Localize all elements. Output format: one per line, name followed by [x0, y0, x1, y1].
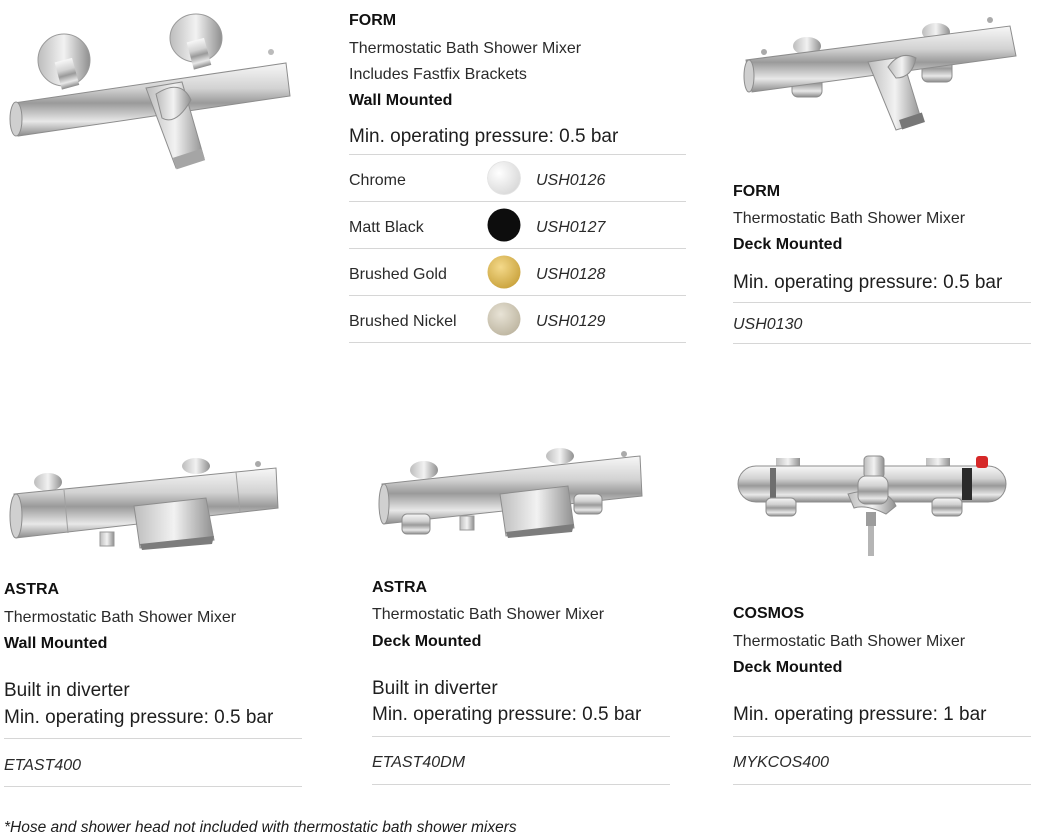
product-image-astra-deck [378, 448, 648, 543]
matt-black-swatch [487, 208, 521, 242]
footnote: *Hose and shower head not included with thermostatic bath shower mixers [4, 819, 517, 836]
operating-pressure: Min. operating pressure: 1 bar [733, 704, 987, 725]
product-brand: ASTRA [4, 581, 60, 598]
divider [733, 302, 1031, 303]
product-image-astra-wall [8, 458, 283, 553]
divider [4, 738, 302, 739]
brushed-nickel-swatch [487, 302, 521, 336]
chrome-swatch [487, 161, 521, 195]
operating-pressure: Min. operating pressure: 0.5 bar [349, 126, 619, 147]
operating-pressure: Min. operating pressure: 0.5 bar [4, 707, 274, 728]
product-description: Thermostatic Bath Shower Mixer [349, 40, 582, 57]
product-code: USH0130 [733, 316, 803, 333]
finish-name: Chrome [349, 172, 406, 189]
divider [349, 154, 686, 155]
divider [733, 343, 1031, 344]
product-image-form-wall [6, 8, 296, 173]
mount-type: Wall Mounted [349, 92, 453, 109]
product-brand: COSMOS [733, 605, 805, 622]
finish-name: Brushed Nickel [349, 313, 457, 330]
product-description: Includes Fastfix Brackets [349, 66, 527, 83]
feature-diverter: Built in diverter [4, 680, 130, 701]
operating-pressure: Min. operating pressure: 0.5 bar [372, 704, 642, 725]
product-description: Thermostatic Bath Shower Mixer [4, 609, 237, 626]
product-code: MYKCOS400 [733, 754, 830, 771]
feature-diverter: Built in diverter [372, 678, 498, 699]
mount-type: Deck Mounted [372, 633, 482, 650]
product-code: ETAST40DM [372, 754, 466, 771]
product-code: USH0129 [536, 313, 606, 330]
brushed-gold-swatch [487, 255, 521, 289]
finish-name: Brushed Gold [349, 266, 447, 283]
mount-type: Wall Mounted [4, 635, 108, 652]
product-code: ETAST400 [4, 757, 82, 774]
divider [733, 784, 1031, 785]
product-description: Thermostatic Bath Shower Mixer [372, 606, 605, 623]
product-brand: FORM [733, 183, 781, 200]
finish-name: Matt Black [349, 219, 424, 236]
divider [349, 248, 686, 249]
product-description: Thermostatic Bath Shower Mixer [733, 633, 966, 650]
product-image-cosmos-deck [736, 454, 1011, 559]
product-brand: FORM [349, 12, 397, 29]
divider [733, 736, 1031, 737]
divider [372, 784, 670, 785]
divider [4, 786, 302, 787]
product-code: USH0127 [536, 219, 606, 236]
product-description: Thermostatic Bath Shower Mixer [733, 210, 966, 227]
product-code: USH0126 [536, 172, 606, 189]
mount-type: Deck Mounted [733, 659, 843, 676]
divider [349, 201, 686, 202]
divider [349, 342, 686, 343]
mount-type: Deck Mounted [733, 236, 843, 253]
divider [372, 736, 670, 737]
product-brand: ASTRA [372, 579, 428, 596]
operating-pressure: Min. operating pressure: 0.5 bar [733, 272, 1003, 293]
product-code: USH0128 [536, 266, 606, 283]
product-image-form-deck [740, 12, 1025, 137]
divider [349, 295, 686, 296]
